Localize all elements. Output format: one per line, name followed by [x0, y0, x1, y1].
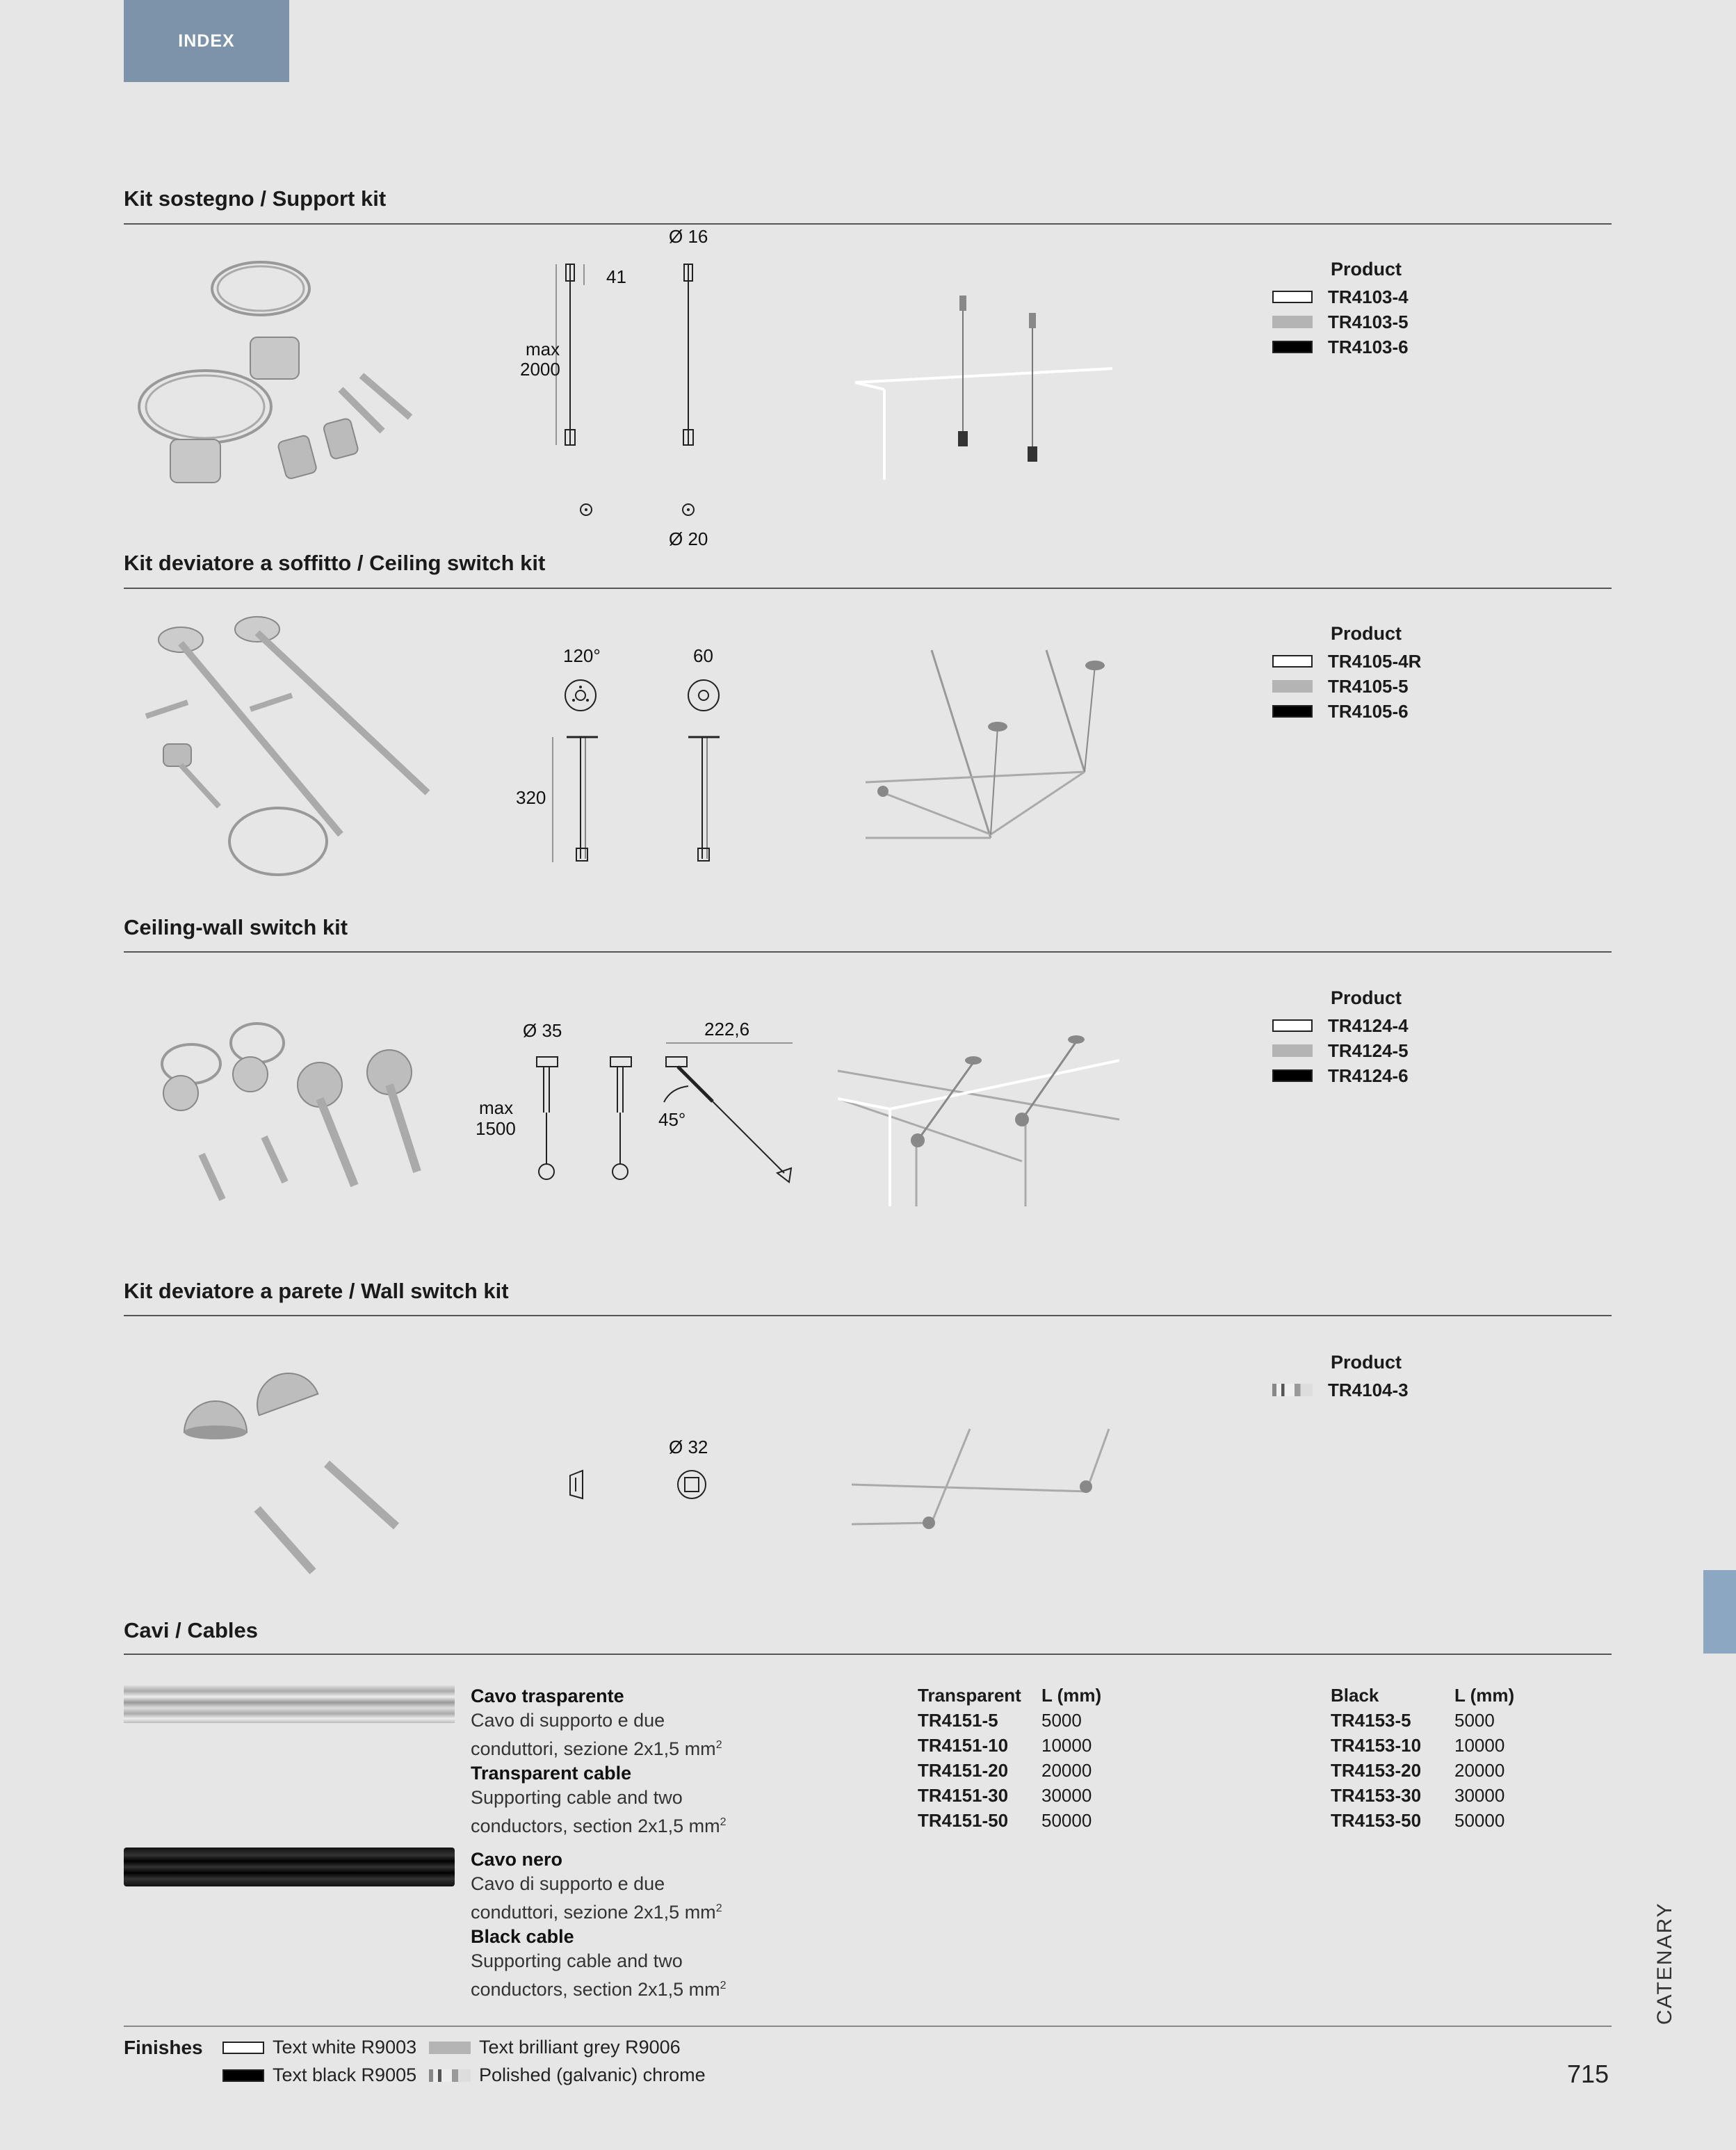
- product-row: [1272, 1013, 1409, 1038]
- superscript: 2: [720, 1980, 727, 1991]
- product-row: [1272, 649, 1421, 674]
- swatch-grey: [1272, 316, 1313, 328]
- cable-text: conductors, section 2x1,5 mm: [471, 1816, 720, 1836]
- page-number: 715: [1567, 2060, 1609, 2088]
- side-tab-marker: [1703, 1570, 1736, 1654]
- cable-title-it: Cavo trasparente: [471, 1686, 624, 1706]
- dim-angle-120: 120°: [563, 645, 601, 666]
- finish-label: Text white R9003: [273, 2037, 417, 2058]
- section-title-support-kit: Kit sostegno / Support kit: [124, 186, 387, 211]
- transparent-cable-table: [918, 1683, 1101, 1833]
- product-code: TR4105-5: [1328, 675, 1409, 697]
- transparent-cable-description: [471, 1684, 727, 1838]
- superscript: 2: [715, 1902, 722, 1914]
- cable-title-it: Cavo nero: [471, 1849, 563, 1870]
- swatch-grey: [1272, 680, 1313, 693]
- product-heading: Product: [1331, 259, 1402, 280]
- support-kit-photo: [132, 250, 445, 501]
- dim-diameter-35: Ø 35: [523, 1020, 562, 1041]
- swatch-white: [222, 2042, 264, 2054]
- dim-222-6: 222,6: [704, 1019, 750, 1040]
- product-row: [1272, 674, 1421, 699]
- table-cell-length: 30000: [1041, 1785, 1092, 1806]
- superscript: 2: [720, 1816, 727, 1828]
- ceiling-switch-kit-photo: [132, 605, 452, 890]
- table-header-code: Transparent: [918, 1685, 1021, 1706]
- table-cell-code: TR4151-10: [918, 1735, 1009, 1756]
- finish-white: [222, 2037, 416, 2058]
- swatch-grey: [1272, 1044, 1313, 1057]
- cable-text: Cavo di supporto e due: [471, 1710, 665, 1731]
- cable-title-en: Black cable: [471, 1926, 574, 1947]
- finish-grey: [429, 2037, 681, 2058]
- wall-switch-kit-install-diagram: [848, 1425, 1133, 1537]
- black-cable-image: [124, 1848, 455, 1886]
- dim-max: max: [526, 339, 560, 359]
- section-divider: [124, 588, 1612, 589]
- product-row: [1272, 334, 1409, 359]
- swatch-chrome: [1272, 1384, 1313, 1396]
- product-list-support-kit: [1272, 259, 1409, 359]
- swatch-black: [222, 2069, 264, 2082]
- cable-text: conductors, section 2x1,5 mm: [471, 1979, 720, 2000]
- section-divider: [124, 223, 1612, 225]
- ceiling-switch-kit-install-diagram: [862, 647, 1126, 855]
- table-cell-length: 50000: [1041, 1810, 1092, 1831]
- ceiling-switch-kit-drawing: [542, 654, 751, 876]
- transparent-cable-image: [124, 1686, 455, 1723]
- product-code: TR4124-6: [1328, 1065, 1409, 1086]
- swatch-chrome: [429, 2069, 471, 2082]
- product-list-ceiling-switch-kit: [1272, 623, 1421, 724]
- product-code: TR4124-4: [1328, 1015, 1409, 1036]
- ceiling-wall-switch-kit-install-diagram: [834, 1022, 1126, 1217]
- section-title-ceiling-switch-kit: Kit deviatore a soffitto / Ceiling switch kit: [124, 551, 546, 575]
- dim-diameter-16: Ø 16: [669, 226, 708, 247]
- finishes-label: Finishes: [124, 2037, 203, 2058]
- cable-text: Supporting cable and two: [471, 1787, 683, 1808]
- swatch-white: [1272, 1019, 1313, 1032]
- table-cell-code: TR4153-20: [1331, 1760, 1422, 1781]
- swatch-black: [1272, 705, 1313, 718]
- table-row: [1331, 1758, 1514, 1783]
- table-cell-length: 20000: [1454, 1760, 1505, 1781]
- section-divider: [124, 1654, 1612, 1655]
- table-cell-length: 30000: [1454, 1785, 1505, 1806]
- table-row: [1331, 1733, 1514, 1758]
- dim-1500: 1500: [476, 1118, 516, 1139]
- superscript: 2: [715, 1739, 722, 1751]
- product-row: [1272, 284, 1409, 309]
- table-cell-code: TR4151-30: [918, 1785, 1009, 1806]
- dim-320: 320: [516, 787, 546, 808]
- cable-text: Cavo di supporto e due: [471, 1873, 665, 1894]
- product-row: [1272, 1377, 1409, 1403]
- side-section-label: CATENARY: [1653, 1902, 1676, 2025]
- ceiling-wall-switch-kit-photo: [153, 1015, 431, 1210]
- product-code: TR4105-6: [1328, 700, 1409, 722]
- cable-text: Supporting cable and two: [471, 1950, 683, 1971]
- section-divider: [124, 951, 1612, 953]
- table-cell-length: 10000: [1041, 1735, 1092, 1756]
- table-row: [918, 1758, 1101, 1783]
- wall-switch-kit-drawing: [556, 1460, 730, 1516]
- finish-label: Text black R9005: [273, 2064, 417, 2085]
- swatch-black: [1272, 1069, 1313, 1082]
- table-cell-length: 5000: [1041, 1710, 1082, 1731]
- dim-diameter-20: Ø 20: [669, 528, 708, 549]
- product-row: [1272, 309, 1409, 334]
- dim-max: max: [479, 1097, 514, 1118]
- black-cable-table: [1331, 1683, 1514, 1833]
- section-title-wall-switch-kit: Kit deviatore a parete / Wall switch kit: [124, 1279, 509, 1303]
- table-cell-code: TR4153-5: [1331, 1710, 1411, 1731]
- dim-41: 41: [606, 266, 626, 287]
- table-cell-length: 20000: [1041, 1760, 1092, 1781]
- table-cell-length: 5000: [1454, 1710, 1495, 1731]
- table-header-length: L (mm): [1454, 1685, 1515, 1706]
- table-cell-length: 10000: [1454, 1735, 1505, 1756]
- table-cell-code: TR4151-50: [918, 1810, 1009, 1831]
- product-code: TR4103-6: [1328, 336, 1409, 357]
- product-code: TR4104-3: [1328, 1379, 1409, 1400]
- table-row: [918, 1708, 1101, 1733]
- finish-label: Polished (galvanic) chrome: [479, 2064, 706, 2085]
- swatch-white: [1272, 291, 1313, 303]
- black-cable-description: [471, 1848, 727, 2002]
- table-cell-code: TR4153-10: [1331, 1735, 1422, 1756]
- product-heading: Product: [1331, 987, 1402, 1008]
- cable-text: conduttori, sezione 2x1,5 mm: [471, 1738, 716, 1759]
- table-row: [918, 1783, 1101, 1808]
- cable-title-en: Transparent cable: [471, 1763, 632, 1784]
- table-cell-code: TR4151-20: [918, 1760, 1009, 1781]
- table-row: [918, 1808, 1101, 1833]
- product-code: TR4103-5: [1328, 311, 1409, 332]
- table-row: [1331, 1808, 1514, 1833]
- finish-chrome: [429, 2064, 706, 2086]
- table-row: [1331, 1783, 1514, 1808]
- product-row: [1272, 699, 1421, 724]
- section-divider: [124, 1315, 1612, 1316]
- cable-text: conduttori, sezione 2x1,5 mm: [471, 1902, 716, 1923]
- table-cell-code: TR4151-5: [918, 1710, 998, 1731]
- section-title-cables: Cavi / Cables: [124, 1618, 258, 1642]
- table-cell-code: TR4153-50: [1331, 1810, 1422, 1831]
- swatch-black: [1272, 341, 1313, 353]
- support-kit-install-diagram: [848, 285, 1126, 494]
- product-code: TR4124-5: [1328, 1040, 1409, 1061]
- section-title-ceiling-wall-switch-kit: Ceiling-wall switch kit: [124, 915, 348, 939]
- finish-label: Text brilliant grey R9006: [479, 2037, 681, 2058]
- dim-60: 60: [693, 645, 713, 666]
- dim-diameter-32: Ø 32: [669, 1437, 708, 1457]
- table-header-length: L (mm): [1041, 1685, 1102, 1706]
- product-heading: Product: [1331, 623, 1402, 644]
- table-row: [1331, 1708, 1514, 1733]
- table-cell-code: TR4153-30: [1331, 1785, 1422, 1806]
- product-row: [1272, 1038, 1409, 1063]
- wall-switch-kit-photo: [174, 1373, 424, 1582]
- footer-divider: [124, 2026, 1612, 2027]
- product-heading: Product: [1331, 1352, 1402, 1373]
- product-list-wall-switch-kit: [1272, 1352, 1409, 1403]
- product-code: TR4105-4R: [1328, 650, 1422, 672]
- product-row: [1272, 1063, 1409, 1088]
- product-code: TR4103-4: [1328, 286, 1409, 307]
- table-header-code: Black: [1331, 1685, 1379, 1706]
- product-list-ceiling-wall-switch-kit: [1272, 987, 1409, 1088]
- swatch-white: [1272, 655, 1313, 668]
- dim-2000: 2000: [520, 359, 560, 380]
- index-tab[interactable]: INDEX: [124, 0, 289, 82]
- swatch-grey: [429, 2042, 471, 2054]
- table-row: [918, 1733, 1101, 1758]
- dim-angle-45: 45°: [658, 1109, 686, 1130]
- table-cell-length: 50000: [1454, 1810, 1505, 1831]
- finish-black: [222, 2064, 416, 2086]
